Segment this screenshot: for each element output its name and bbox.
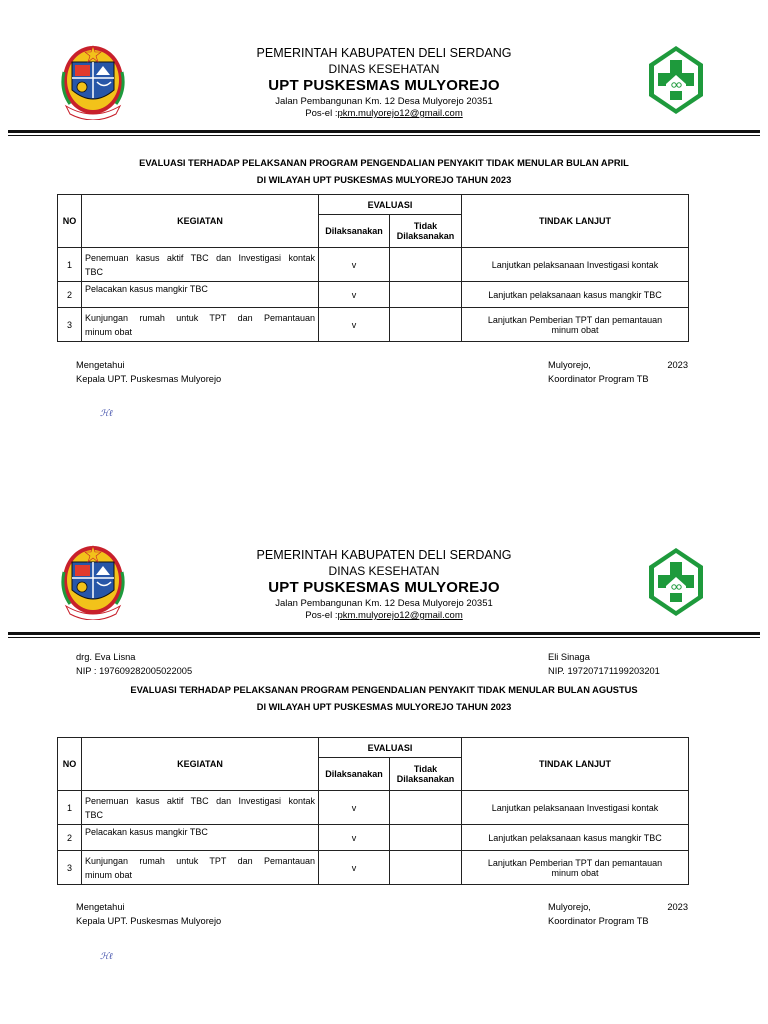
paraf-scribble: ℋℓ (100, 952, 113, 962)
header-address: Jalan Pembangunan Km. 12 Desa Mulyorejo 20351 (275, 96, 493, 107)
header-government: PEMERINTAH KABUPATEN DELI SERDANG (256, 46, 512, 60)
row-tindak-lanjut: Lanjutkan Pemberian TPT dan pemantauan minum obat (462, 308, 689, 342)
row-no: 2 (58, 282, 82, 308)
header-tidak-dilaksanakan: Tidak Dilaksanakan (390, 758, 462, 791)
document-title: EVALUASI TERHADAP PELAKSANAN PROGRAM PENGENDALIAN PENYAKIT TIDAK MENULAR BULAN APRIL (139, 158, 629, 168)
header-address: Jalan Pembangunan Km. 12 Desa Mulyorejo 20351 (275, 598, 493, 609)
header-no: NO (58, 738, 82, 791)
header-no: NO (58, 195, 82, 248)
row-dilaksanakan: v (319, 282, 390, 308)
row-tindak-lanjut: Lanjutkan pelaksanaan Investigasi kontak (462, 248, 689, 282)
header-tidak-dilaksanakan: Tidak Dilaksanakan (390, 215, 462, 248)
row-no: 3 (58, 851, 82, 885)
row-dilaksanakan: v (319, 791, 390, 825)
row-tindak-lanjut: Lanjutkan pelaksanaan Investigasi kontak (462, 791, 689, 825)
document-title: EVALUASI TERHADAP PELAKSANAN PROGRAM PENGENDALIAN PENYAKIT TIDAK MENULAR BULAN AGUSTUS (130, 685, 638, 695)
row-no: 2 (58, 825, 82, 851)
row-no: 3 (58, 308, 82, 342)
header-evaluasi: EVALUASI (319, 195, 462, 215)
right-signature-block: Mulyorejo, 2023 Koordinator Program TB (548, 902, 688, 926)
header-dilaksanakan: Dilaksanakan (319, 215, 390, 248)
document-subtitle: DI WILAYAH UPT PUSKESMAS MULYOREJO TAHUN 2023 (256, 175, 512, 185)
row-dilaksanakan: v (319, 851, 390, 885)
evaluation-table (57, 737, 689, 885)
header-rule-thin (8, 637, 760, 638)
row-tidak (390, 791, 462, 825)
email-link[interactable]: pkm.mulyorejo12@gmail.com (337, 610, 463, 621)
header-evaluasi: EVALUASI (319, 738, 462, 758)
header-department: DINAS KESEHATAN (328, 564, 440, 578)
row-kegiatan: Kunjungan rumah untuk TPT dan Pemantauan minum obat (82, 308, 319, 342)
row-dilaksanakan: v (319, 308, 390, 342)
right-signer-name: Eli Sinaga NIP. 197207171199203201 (548, 652, 660, 676)
table-row (58, 825, 689, 851)
row-kegiatan: Penemuan kasus aktif TBC dan Investigasi kontak TBC (82, 791, 319, 825)
email-link[interactable]: pkm.mulyorejo12@gmail.com (337, 108, 463, 119)
row-dilaksanakan: v (319, 825, 390, 851)
row-dilaksanakan: v (319, 248, 390, 282)
header-tindak-lanjut: TINDAK LANJUT (462, 195, 689, 248)
row-no: 1 (58, 791, 82, 825)
header-institution: UPT PUSKESMAS MULYOREJO (268, 77, 500, 94)
left-signature-block: Mengetahui Kepala UPT. Puskesmas Mulyorejo (76, 902, 222, 926)
right-signature-block: Mulyorejo, 2023 Koordinator Program TB (548, 360, 688, 384)
header-dilaksanakan: Dilaksanakan (319, 758, 390, 791)
table-row (58, 791, 689, 825)
row-tindak-lanjut: Lanjutkan Pemberian TPT dan pemantauan minum obat (462, 851, 689, 885)
header-rule-thick (8, 632, 760, 635)
table-row (58, 851, 689, 885)
row-no: 1 (58, 248, 82, 282)
header-kegiatan: KEGIATAN (82, 195, 319, 248)
left-signer-name: drg. Eva Lisna NIP : 197609282005022005 (76, 652, 193, 676)
header-government: PEMERINTAH KABUPATEN DELI SERDANG (256, 548, 512, 562)
left-signature-block: Mengetahui Kepala UPT. Puskesmas Mulyorejo (76, 360, 222, 384)
header-tindak-lanjut: TINDAK LANJUT (462, 738, 689, 791)
header-kegiatan: KEGIATAN (82, 738, 319, 791)
email-label: Pos-el : (305, 108, 338, 119)
row-tidak (390, 851, 462, 885)
row-kegiatan: Kunjungan rumah untuk TPT dan Pemantauan minum obat (82, 851, 319, 885)
paraf-scribble: ℋℓ (100, 409, 113, 419)
row-kegiatan: Pelacakan kasus mangkir TBC (82, 825, 319, 851)
document-subtitle: DI WILAYAH UPT PUSKESMAS MULYOREJO TAHUN 2023 (256, 702, 512, 712)
row-kegiatan: Penemuan kasus aktif TBC dan Investigasi kontak TBC (82, 248, 319, 282)
header-department: DINAS KESEHATAN (328, 62, 440, 76)
row-tindak-lanjut: Lanjutkan pelaksanaan kasus mangkir TBC (462, 282, 689, 308)
row-tindak-lanjut: Lanjutkan pelaksanaan kasus mangkir TBC (462, 825, 689, 851)
row-tidak (390, 825, 462, 851)
email-label: Pos-el : (305, 610, 338, 621)
row-kegiatan: Pelacakan kasus mangkir TBC (82, 282, 319, 308)
header-institution: UPT PUSKESMAS MULYOREJO (268, 579, 500, 596)
header-email-line (0, 610, 768, 621)
